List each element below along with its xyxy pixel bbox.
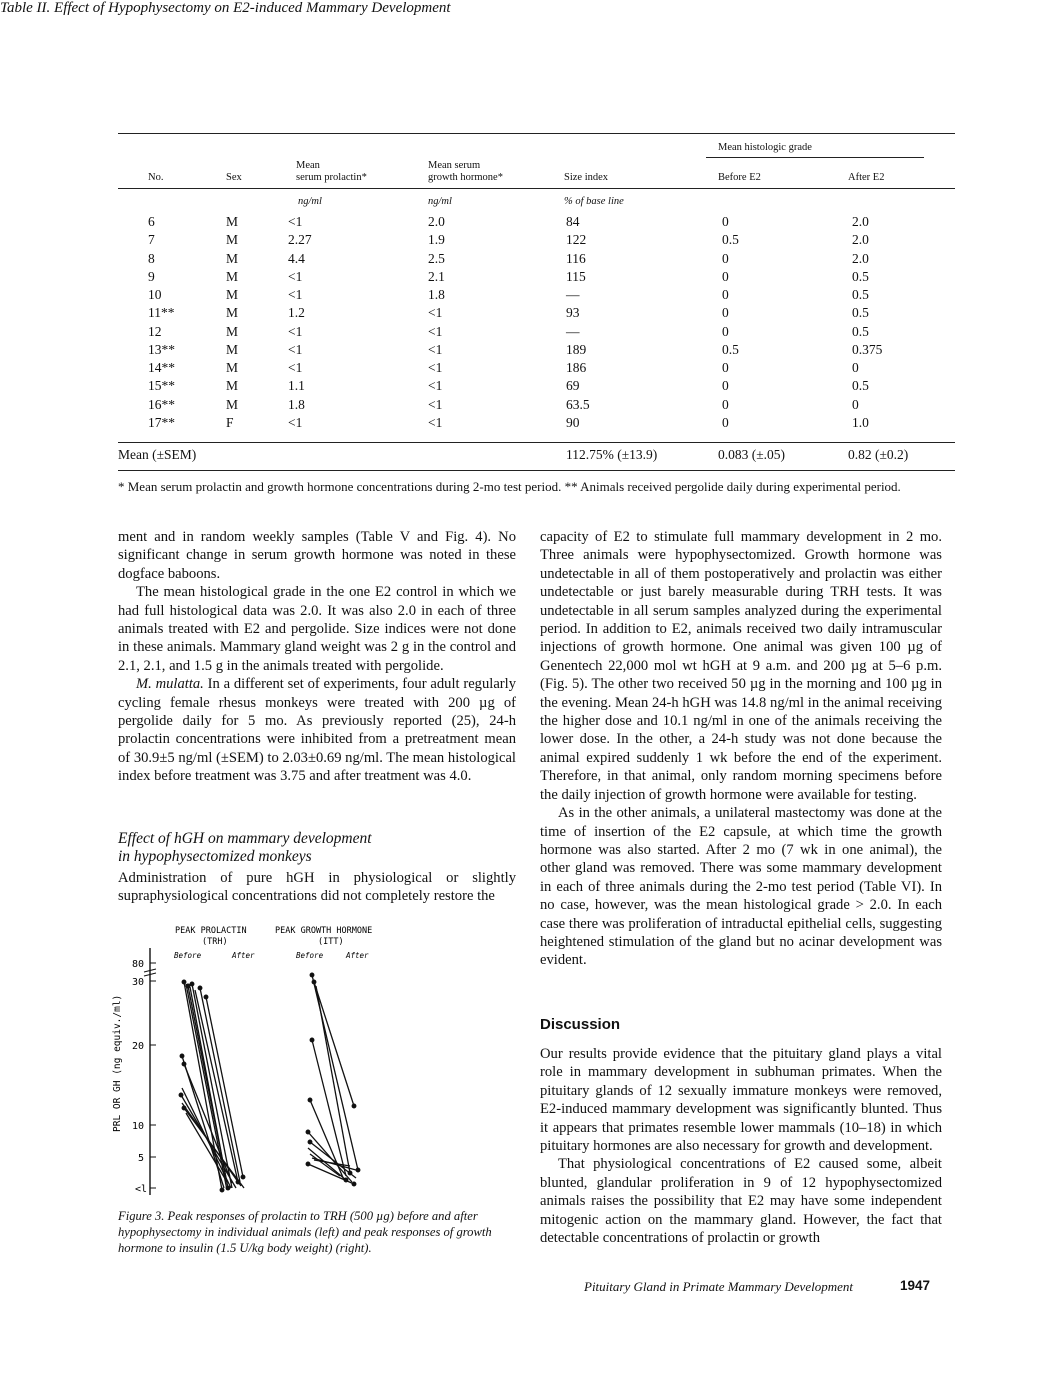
- histologic-group-rule: [706, 157, 924, 158]
- right-column-top: [540, 528, 942, 970]
- panel-right-sub: (ITT): [318, 937, 344, 947]
- table-cell: 0.5: [852, 378, 869, 394]
- header-after: After E2: [848, 172, 885, 183]
- table-cell: M: [226, 232, 239, 248]
- table-cell: 84: [566, 214, 580, 229]
- table-cell: M: [226, 268, 239, 284]
- unit-prolactin: ng/ml: [298, 196, 322, 207]
- table-cell: <1: [428, 323, 443, 339]
- table-cell: M: [226, 250, 239, 266]
- panel-left-sub: (TRH): [202, 937, 228, 947]
- table-cell: <1: [428, 396, 443, 412]
- table-cell: 2.0: [428, 214, 445, 229]
- table-cell: <1: [428, 360, 443, 375]
- table-cell: 0: [722, 378, 729, 394]
- table-cell: 0: [722, 396, 729, 412]
- table-cell: 7: [148, 232, 155, 248]
- table-cell: M: [226, 305, 239, 321]
- table-cell: <1: [288, 214, 303, 229]
- data-point: [344, 1178, 348, 1182]
- data-point: [182, 980, 186, 984]
- data-point: [310, 1038, 314, 1042]
- prolactin-lines: [179, 980, 245, 1192]
- header-prolactin-1: Mean: [296, 160, 320, 171]
- left-after-label: After: [232, 951, 255, 960]
- table-cell: 0.5: [722, 232, 739, 248]
- table-cell: 1.2: [288, 305, 305, 321]
- data-point: [180, 1054, 184, 1058]
- mean-size: 112.75% (±13.9): [566, 447, 658, 462]
- table-cell: 0.5: [852, 323, 869, 339]
- table-cell: 0: [852, 360, 859, 375]
- table-cell: 2.0: [852, 250, 869, 266]
- table-cell: <1: [288, 360, 303, 375]
- page-number: 1947: [900, 1278, 931, 1293]
- table-cell: 10: [148, 287, 162, 302]
- data-point: [190, 982, 194, 986]
- table-cell: 4.4: [288, 250, 305, 266]
- table-cell: <1: [288, 287, 303, 302]
- table-cell: —: [566, 287, 580, 302]
- data-point: [356, 1168, 360, 1172]
- paragraph: Our results provide evidence that the pituitary gland plays a vital role in mammary development in subhuman primates. When the pituitary glands of 12 sexually immature monkeys were removed, E2-induced mammary development was significantly blunted. Thus it appears that primates resemble lower mammals (10–18) in which pituitary hormones are also necessary for growth and development.: [540, 1046, 942, 1155]
- unit-gh: ng/ml: [428, 196, 452, 207]
- table-cell: 8: [148, 250, 155, 266]
- data-point: [308, 1098, 312, 1102]
- table-title: Table II. Effect of Hypophysectomy on E2-induced Mammary Development: [0, 0, 451, 16]
- table-cell: M: [226, 341, 239, 357]
- table-cell: 186: [566, 360, 587, 375]
- gh-line: [314, 1160, 350, 1166]
- right-before-label: Before: [296, 951, 324, 960]
- left-column-bottom: [118, 869, 516, 906]
- mean-label: Mean (±SEM): [118, 447, 197, 462]
- discussion-heading: Discussion: [540, 1016, 621, 1033]
- table-cell: M: [226, 360, 239, 375]
- y-tick-label: 5: [138, 1153, 145, 1164]
- paragraph: M. mulatta. In a different set of experiments, four adult regularly cycling female rhesus monkeys were treated with 200 µg of pergolide daily for 5 mo. As previously reported (25), 24-h prolactin concentrations were inhibited from a pretreatment mean of 30.9±5 ng/ml (±SEM) to 2.03±0.69 ng/ml. The mean histological index before treatment was 3.75 and after treatment was 4.0.: [118, 676, 517, 785]
- paragraph: ment and in random weekly samples (Table V and Fig. 4). No significant change in serum growth hormone was noted in these dogface baboons.: [118, 529, 516, 582]
- table-cell: 122: [566, 232, 587, 248]
- data-point: [204, 995, 208, 999]
- y-tick-label: <l: [135, 1184, 148, 1195]
- paragraph: The mean histological grade in the one E2 control in which we had full histological data was 2.0. It was also 2.0 in each of three animals treated with E2 and pergolide. Size indices were not done in these animals. Mammary gland weight was 2 g in the control and 2.1, 2.1, and 1.5 g in the animals treated with pergolide.: [118, 584, 516, 674]
- table-cell: 0: [722, 414, 729, 430]
- header-prolactin-2: serum prolactin*: [296, 172, 367, 183]
- paragraph: As in the other animals, a unilateral mastectomy was done at the time of insertion of the E2 capsule, at which time the growth hormone was also started. After 2 mo (7 wk in one animal), the other gland was removed. There was some mammary development in each of three animals during the 2-mo test period (Table VI). In no case, however, was the mean histological grade > 2.0. In each case there was proliferation of intraductal epithelial cells, suggesting heightened stimulation of the gland but no acinar development was evident.: [540, 805, 942, 969]
- table-cell: 2.5: [428, 250, 445, 266]
- panel-left-title: PEAK PROLACTIN: [175, 926, 247, 936]
- data-point: [236, 1180, 240, 1184]
- table-footnote: * Mean serum prolactin and growth hormone concentrations during 2-mo test period. ** Animals received pergolide daily during experimental period.: [118, 479, 901, 494]
- left-column-top: [118, 528, 516, 786]
- table-cell: <1: [428, 378, 443, 394]
- table-cell: —: [566, 323, 580, 339]
- table-cell: 0: [722, 214, 729, 229]
- table-cell: 0: [722, 287, 729, 302]
- table-cell: 0: [722, 360, 729, 375]
- data-point: [182, 1062, 186, 1066]
- header-sex: Sex: [226, 172, 242, 183]
- table-cell: 17**: [148, 414, 175, 430]
- section-heading-line2: in hypophysectomized monkeys: [118, 848, 312, 865]
- header-size: Size index: [564, 172, 609, 183]
- table-cell: M: [226, 214, 239, 229]
- table-cell: 2.1: [428, 268, 445, 284]
- table-cell: 93: [566, 305, 580, 321]
- table-cell: 0: [722, 268, 729, 284]
- header-histologic: Mean histologic grade: [718, 142, 812, 153]
- paragraph: capacity of E2 to stimulate full mammary development in 2 mo. Three animals were hypophysectomized. Growth hormone was undetectable in all of them postoperatively and prolactin was either undetectable or just barely measurable during TRH tests. It was undetectable in all serum samples analyzed during the experimental period. In addition to E2, animals received two daily intramuscular injections of growth hormone. One animal was given 100 µg of Genentech 22,000 mol wt hGH at 9 a.m. and 200 µg at 5–6 p.m. (Fig. 5). The other two received 50 µg in the morning and 100 µg in the evening. Mean 24-h hGH was 14.8 ng/ml in the animal receiving the higher dose and 10.1 ng/ml in one of the animals receiving the lower dose. In the other, a 24-h study was not done because the animal expired suddenly 1 wk before the end of the experiment. Therefore, in that animal, only random morning specimens before the daily injection of growth hormone were available for testing.: [540, 529, 942, 803]
- species-lead: M. mulatta.: [136, 676, 204, 693]
- table-header-rule: [118, 188, 955, 189]
- y-tick-label: 80: [132, 959, 145, 970]
- data-point: [179, 1093, 183, 1097]
- left-before-label: Before: [174, 951, 202, 960]
- table-cell: 2.0: [852, 214, 869, 229]
- header-gh-2: growth hormone*: [428, 172, 503, 183]
- data-point: [226, 1186, 230, 1190]
- table-cell: 16**: [148, 396, 175, 412]
- table-cell: 90: [566, 414, 580, 430]
- data-point: [352, 1182, 356, 1186]
- table-cell: 1.9: [428, 232, 445, 248]
- paragraph: That physiological concentrations of E2 caused some, albeit blunted, glandular proliferation in 9 of 12 hypophysectomized animals raises the possibility that E2 may have some independent mitogenic action on the mammary gland. However, the fact that detectable concentrations of prolactin or growth: [540, 1156, 942, 1247]
- panel-right-title: PEAK GROWTH HORMONE: [275, 926, 373, 936]
- table-cell: 0.5: [852, 305, 869, 321]
- table-cell: 0.375: [852, 341, 883, 357]
- table-cell: 1.8: [428, 287, 445, 302]
- data-point: [186, 984, 190, 988]
- table-cell: 0.5: [852, 287, 869, 302]
- table-cell: 0: [722, 250, 729, 266]
- right-column-bottom: [540, 1045, 942, 1247]
- right-after-label: After: [346, 951, 369, 960]
- data-point: [348, 1171, 352, 1175]
- data-point: [308, 1140, 312, 1144]
- y-tick-label: 20: [132, 1041, 145, 1052]
- header-gh-1: Mean serum: [428, 160, 481, 171]
- data-point: [198, 986, 202, 990]
- data-point: [220, 1188, 224, 1192]
- data-point: [310, 973, 314, 977]
- table-cell: 13**: [148, 341, 175, 357]
- y-axis-label: PRL OR GH (ng equiv./ml): [112, 994, 123, 1132]
- table-cell: M: [226, 323, 239, 339]
- table-cell: 1.8: [288, 396, 305, 412]
- data-point: [306, 1162, 310, 1166]
- y-tick-label: 30: [132, 977, 145, 988]
- table-cell: F: [226, 414, 234, 430]
- table-cell: 116: [566, 250, 586, 266]
- y-tick-label: 10: [132, 1121, 145, 1132]
- table-cell: M: [226, 287, 239, 302]
- table-top-rule: [118, 133, 955, 134]
- table-cell: 0.5: [722, 341, 739, 357]
- table-cell: <1: [288, 341, 303, 357]
- table-cell: <1: [288, 414, 303, 430]
- table-cell: 2.27: [288, 232, 312, 248]
- data-point: [182, 1106, 186, 1110]
- mean-after: 0.82 (±0.2): [848, 447, 909, 462]
- table-cell: 63.5: [566, 396, 590, 412]
- table-cell: M: [226, 396, 239, 412]
- data-point: [352, 1104, 356, 1108]
- prolactin-line: [195, 990, 238, 1182]
- table-cell: 115: [566, 268, 586, 284]
- table-mean-rule: [118, 442, 955, 443]
- table-cell: <1: [288, 323, 303, 339]
- figure-3: [100, 920, 410, 1205]
- table-bottom-rule: [118, 470, 955, 471]
- gh-lines: [306, 973, 360, 1186]
- mean-before: 0.083 (±.05): [718, 447, 786, 462]
- table-cell: <1: [428, 305, 443, 321]
- header-no: No.: [148, 172, 164, 183]
- table-cell: 15**: [148, 378, 175, 394]
- table-cell: 69: [566, 378, 580, 394]
- table-cell: 2.0: [852, 232, 869, 248]
- table-cell: 0.5: [852, 268, 869, 284]
- table-cell: 12: [148, 323, 162, 339]
- table-cell: 6: [148, 214, 155, 229]
- table-cell: 0: [722, 323, 729, 339]
- figure-caption: Figure 3. Peak responses of prolactin to TRH (500 µg) before and after hypophysectomy in individual animals (left) and peak responses of growth hormone to insulin (1.5 U/kg body weight) (right).: [118, 1209, 492, 1255]
- table-cell: 0: [852, 396, 859, 412]
- table-cell: 1.0: [852, 414, 869, 430]
- table-cell: 189: [566, 341, 587, 357]
- table-cell: 11**: [148, 305, 175, 321]
- table-cell: 1.1: [288, 378, 305, 394]
- table-cell: <1: [428, 341, 443, 357]
- data-point: [312, 980, 316, 984]
- table-cell: M: [226, 378, 239, 394]
- unit-size: % of base line: [564, 196, 624, 207]
- section-heading-line1: Effect of hGH on mammary development: [118, 830, 372, 847]
- table-cell: 14**: [148, 360, 175, 375]
- data-point: [306, 1130, 310, 1134]
- paragraph: Administration of pure hGH in physiological or slightly supraphysiological concentrations did not completely restore the: [118, 870, 516, 905]
- table-cell: 0: [722, 305, 729, 321]
- running-title: Pituitary Gland in Primate Mammary Development: [584, 1279, 853, 1294]
- table-cell: <1: [428, 414, 443, 430]
- data-point: [241, 1175, 245, 1179]
- header-before: Before E2: [718, 172, 761, 183]
- table-cell: 9: [148, 268, 155, 284]
- table-cell: <1: [288, 268, 303, 284]
